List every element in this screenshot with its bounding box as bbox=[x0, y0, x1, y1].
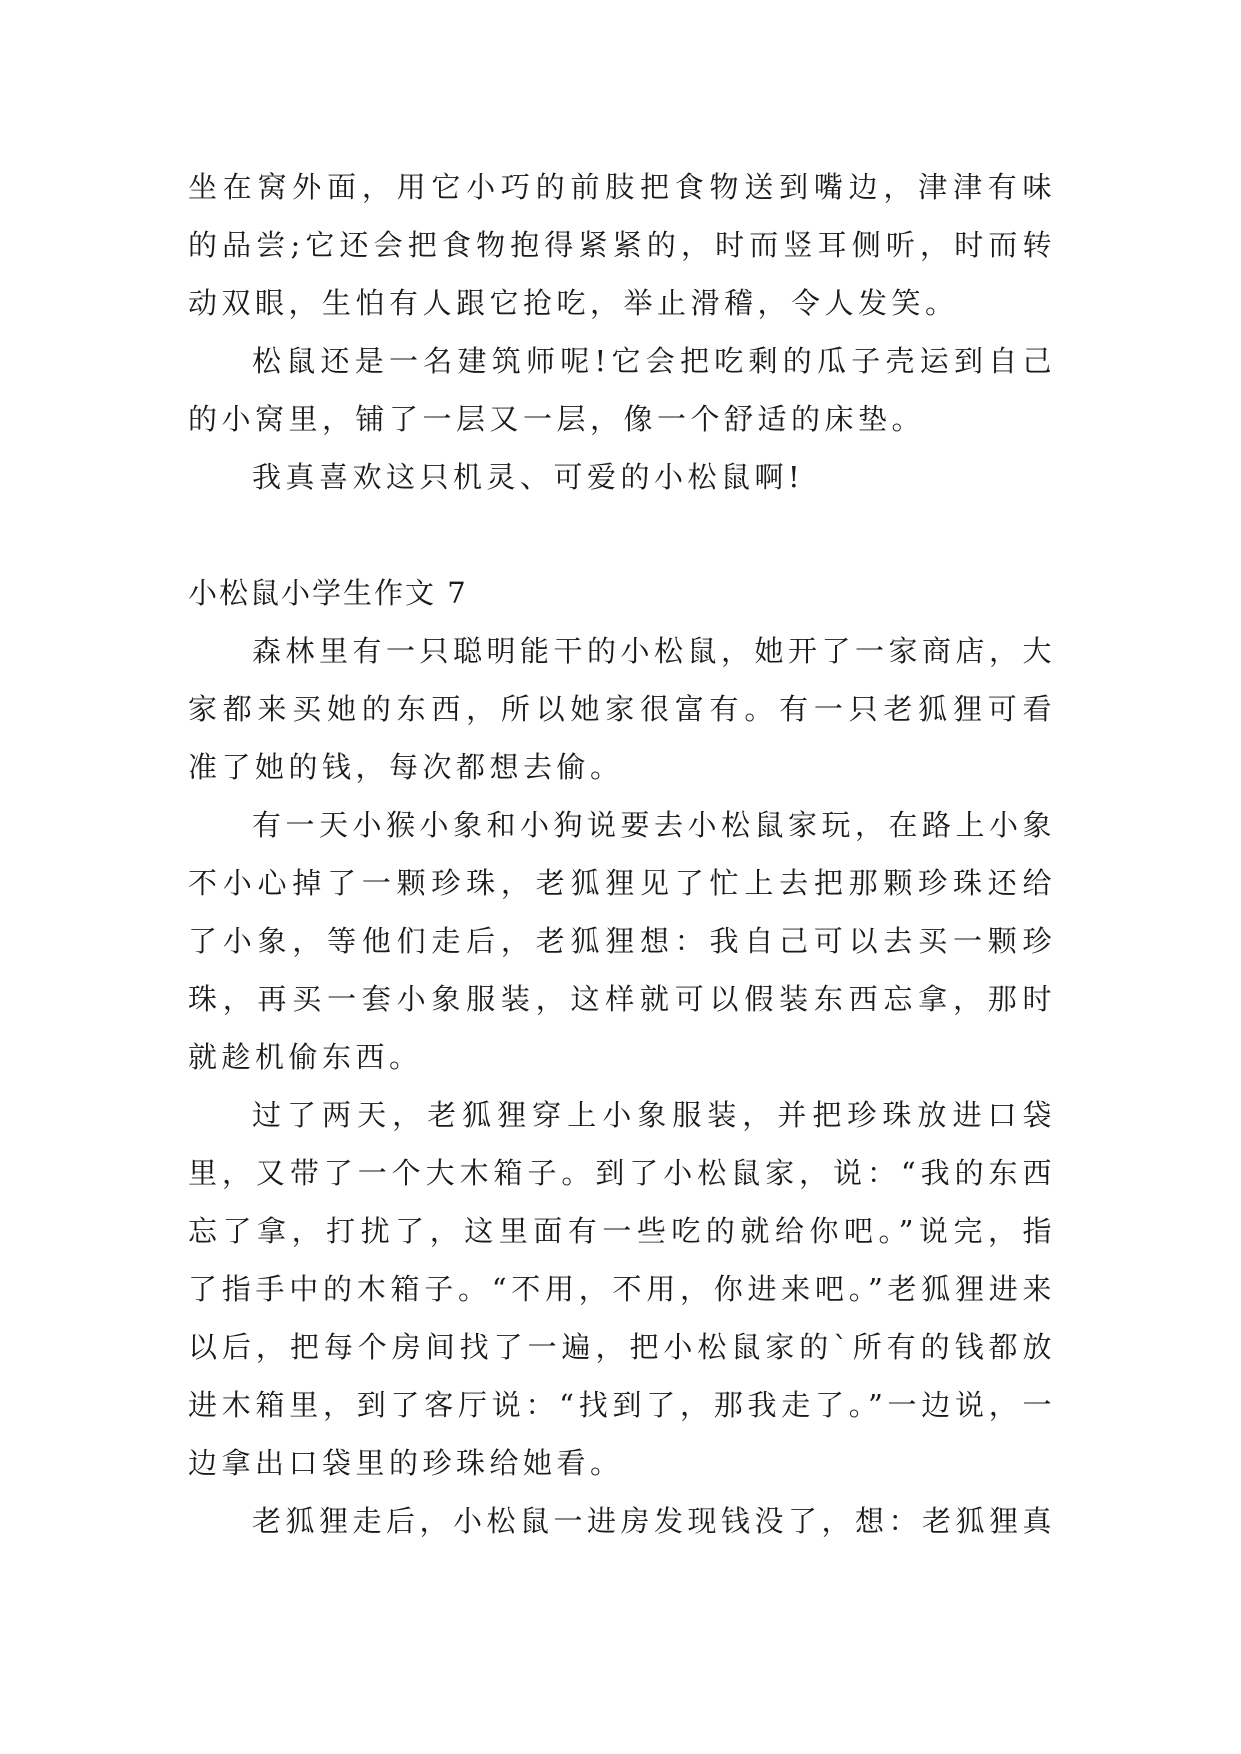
section-heading: 小松鼠小学生作文 7 bbox=[188, 576, 468, 610]
section-spacer bbox=[188, 506, 1056, 564]
paragraph-5: 有一天小猴小象和小狗说要去小松鼠家玩，在路上小象不小心掉了一颗珍珠，老狐狸见了忙上去把那颗珍珠还给了小象，等他们走后，老狐狸想：我自己可以去买一颗珍珠，再买一套小象服装，这样就可以假装东西忘拿，那时就趁机偷东西。 bbox=[188, 808, 1057, 1074]
paragraph-7: 老狐狸走后，小松鼠一进房发现钱没了，想：老狐狸真 bbox=[252, 1504, 1057, 1538]
paragraph-3: 我真喜欢这只机灵、可爱的小松鼠啊! bbox=[252, 460, 805, 494]
paragraph-4: 森林里有一只聪明能干的小松鼠，她开了一家商店，大家都来买她的东西，所以她家很富有。有一只老狐狸可看准了她的钱，每次都想去偷。 bbox=[188, 634, 1057, 784]
paragraph-2: 松鼠还是一名建筑师呢!它会把吃剩的瓜子壳运到自己的小窝里，铺了一层又一层，像一个舒适的床垫。 bbox=[188, 344, 1056, 436]
document-body bbox=[188, 158, 1056, 1550]
paragraph-1: 坐在窝外面，用它小巧的前肢把食物送到嘴边，津津有味的品尝;它还会把食物抱得紧紧的，时而竖耳侧听，时而转动双眼，生怕有人跟它抢吃，举止滑稽，令人发笑。 bbox=[188, 170, 1056, 320]
paragraph-6: 过了两天，老狐狸穿上小象服装，并把珍珠放进口袋里，又带了一个大木箱子。到了小松鼠家，说：“我的东西忘了拿，打扰了，这里面有一些吃的就给你吧。”说完，指了指手中的木箱子。“不用，不用，你进来吧。”老狐狸进来以后，把每个房间找了一遍，把小松鼠家的`所有的钱都放进木箱里，到了客厅说：“找到了，那我走了。”一边说，一边拿出口袋里的珍珠给她看。 bbox=[188, 1098, 1056, 1480]
